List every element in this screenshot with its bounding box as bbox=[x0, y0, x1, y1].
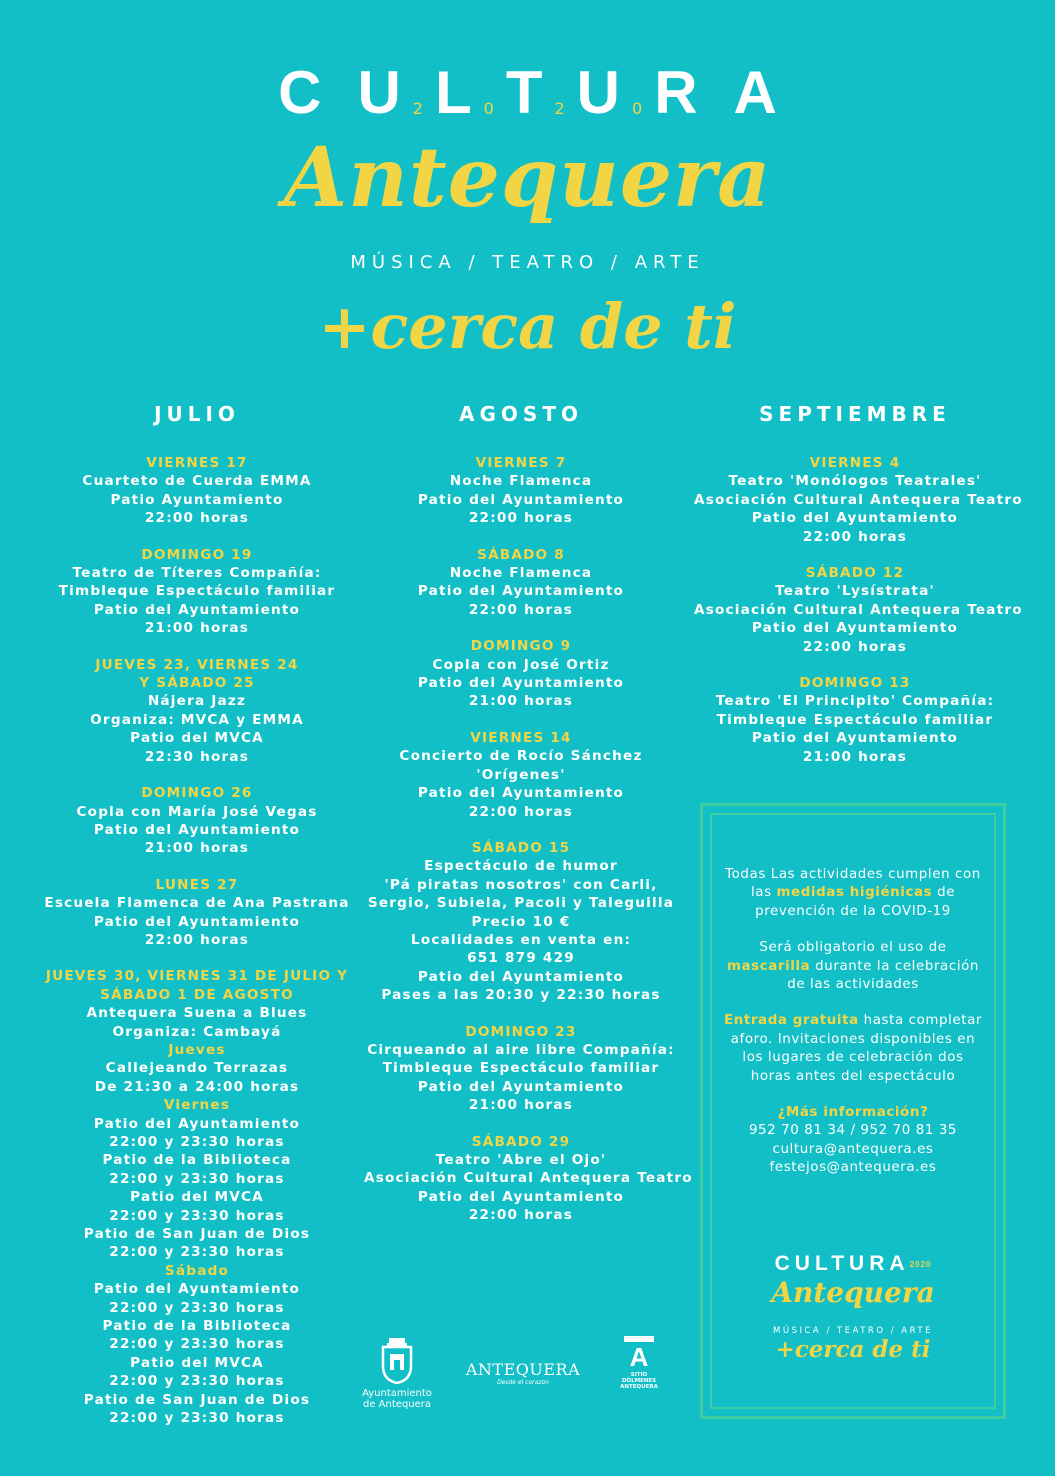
event-line: 22:00 horas bbox=[468, 803, 574, 820]
event-line: Patio del Ayuntamiento bbox=[417, 675, 625, 692]
ayuntamiento-label-2: de Antequera bbox=[362, 1399, 431, 1410]
antequera-brand-logo bbox=[458, 1360, 588, 1386]
event-line: Sergio, Subiela, Pacoli y Taleguilla bbox=[367, 895, 675, 912]
event-line: 22:00 horas bbox=[144, 510, 250, 527]
event-line: Pases a las 20:30 y 22:30 horas bbox=[381, 987, 661, 1004]
cultura-letter: A bbox=[733, 59, 777, 126]
event-line: Patio de San Juan de Dios bbox=[83, 1226, 311, 1243]
month-column-septiembre bbox=[694, 402, 1023, 784]
event-line: 22:00 y 23:30 horas bbox=[109, 1134, 285, 1150]
event-day: SÁBADO 8 bbox=[477, 546, 565, 563]
dolmenes-label-1: SITIO DÓLMENES bbox=[621, 1372, 657, 1384]
event-line: 22:30 horas bbox=[144, 748, 250, 765]
entry-notice bbox=[720, 1012, 986, 1086]
dolmenes-label-2: ANTEQUERA bbox=[620, 1384, 658, 1390]
event-line: Cirqueando al aire libre Compañía: bbox=[367, 1041, 675, 1058]
event-line: Callejeando Terrazas bbox=[105, 1060, 289, 1077]
event-line: Patio de la Biblioteca bbox=[102, 1318, 292, 1335]
event-line: Patio del Ayuntamiento bbox=[417, 1188, 625, 1205]
event-line: Patio del MVCA bbox=[130, 730, 264, 747]
event-line: Teatro 'Abre el Ojo' bbox=[435, 1152, 607, 1168]
event-line: 22:00 y 23:30 horas bbox=[109, 1410, 285, 1427]
event-line: Patio del Ayuntamiento bbox=[751, 730, 959, 747]
event-line: De 21:30 a 24:00 horas bbox=[94, 1078, 300, 1095]
event-item bbox=[42, 784, 352, 858]
event-line: Teatro 'Lysístrata' bbox=[775, 583, 935, 600]
event-line: Patio del Ayuntamiento bbox=[93, 913, 301, 930]
cultura-letter: T bbox=[505, 59, 543, 126]
event-line: Patio del Ayuntamiento bbox=[751, 620, 959, 637]
event-line: 22:00 y 23:30 horas bbox=[109, 1336, 285, 1353]
event-line: Escuela Flamenca de Ana Pastrana bbox=[44, 895, 350, 912]
hygiene-text-a: Todas Las actividades cumplen con las bbox=[725, 867, 981, 901]
event-line: Patio del MVCA bbox=[130, 1354, 264, 1371]
year-digit: 0 bbox=[632, 99, 643, 118]
event-line: Antequera Suena a Blues bbox=[86, 1005, 308, 1022]
event-line: 22:00 y 23:30 horas bbox=[109, 1299, 285, 1316]
event-item bbox=[694, 454, 1023, 546]
event-subheading: Jueves bbox=[168, 1041, 226, 1058]
event-day: LUNES 27 bbox=[155, 876, 239, 893]
event-line: 21:00 horas bbox=[144, 620, 250, 637]
event-line: 22:00 horas bbox=[802, 528, 908, 545]
event-line: Patio del Ayuntamiento bbox=[93, 1281, 301, 1298]
event-line: Teatro de Títeres Compañía: bbox=[72, 565, 322, 582]
email-festejos[interactable]: festejos@antequera.es bbox=[769, 1160, 937, 1176]
event-item bbox=[364, 839, 678, 1005]
mini-logo-slogan: +cerca de ti bbox=[775, 1336, 931, 1363]
mini-year: 2020 bbox=[909, 1259, 932, 1269]
event-line: Patio del Ayuntamiento bbox=[93, 601, 301, 618]
cultura-letter: U bbox=[357, 59, 401, 126]
event-item bbox=[364, 546, 678, 620]
event-line: Patio del Ayuntamiento bbox=[417, 583, 625, 600]
coat-of-arms-icon bbox=[380, 1338, 414, 1384]
event-line: Copla con José Ortiz bbox=[432, 656, 610, 673]
event-item bbox=[694, 674, 1016, 766]
event-day: SÁBADO 12 bbox=[805, 565, 905, 582]
event-line: 21:00 horas bbox=[802, 748, 908, 765]
info-text bbox=[720, 866, 986, 1178]
event-line: Teatro 'El Principito' Compañía: bbox=[715, 693, 995, 710]
poster-header bbox=[0, 0, 1055, 380]
mini-logo-cultura bbox=[720, 1252, 986, 1276]
event-line: Asociación Cultural Antequera Teatro bbox=[694, 601, 1023, 618]
event-line: Patio del Ayuntamiento bbox=[751, 510, 959, 527]
mask-highlight: mascarilla bbox=[726, 958, 811, 974]
event-line: 21:00 horas bbox=[468, 693, 574, 710]
mask-notice bbox=[720, 939, 986, 994]
event-item bbox=[364, 1133, 693, 1225]
month-heading: JULIO bbox=[154, 402, 240, 426]
event-line: Patio del Ayuntamiento bbox=[93, 821, 301, 838]
event-line: Patio del Ayuntamiento bbox=[417, 968, 625, 985]
phone-numbers: 952 70 81 34 / 952 70 81 35 bbox=[748, 1123, 958, 1139]
event-line: Organiza: MVCA y EMMA bbox=[90, 711, 304, 728]
dolmenes-logo bbox=[616, 1336, 662, 1390]
more-info-title: ¿Más información? bbox=[777, 1105, 929, 1121]
event-item bbox=[364, 729, 678, 821]
event-line: Teatro 'Monólogos Teatrales' bbox=[728, 473, 982, 490]
event-line: Timbleque Espectáculo familiar bbox=[716, 711, 994, 728]
email-cultura[interactable]: cultura@antequera.es bbox=[772, 1141, 934, 1157]
event-item bbox=[694, 564, 1023, 656]
event-line: Patio de la Biblioteca bbox=[102, 1152, 292, 1169]
month-column-julio bbox=[42, 402, 352, 1446]
event-line: 21:00 horas bbox=[144, 840, 250, 857]
event-line: Patio del Ayuntamiento bbox=[417, 785, 625, 802]
event-day: DOMINGO 26 bbox=[141, 785, 253, 802]
event-day: VIERNES 17 bbox=[146, 455, 248, 471]
event-line: Patio de San Juan de Dios bbox=[83, 1391, 311, 1408]
event-line: 22:00 horas bbox=[468, 510, 574, 527]
event-line: Nájera Jazz bbox=[147, 693, 247, 710]
month-heading: AGOSTO bbox=[459, 402, 583, 426]
event-item bbox=[364, 1023, 678, 1115]
event-item bbox=[42, 546, 352, 638]
event-item bbox=[364, 454, 678, 528]
entry-highlight: Entrada gratuita bbox=[723, 1013, 859, 1029]
dolmen-icon bbox=[622, 1336, 656, 1368]
event-day: VIERNES 7 bbox=[475, 455, 567, 471]
mini-logo-tagline: MÚSICA / TEATRO / ARTE bbox=[773, 1326, 933, 1336]
event-day: VIERNES 14 bbox=[470, 729, 572, 746]
event-day: SÁBADO 29 bbox=[471, 1133, 571, 1150]
ayuntamiento-logo bbox=[352, 1338, 442, 1410]
event-line: 22:00 horas bbox=[468, 601, 574, 618]
cultura-letter: L bbox=[434, 59, 472, 126]
event-line: 22:00 horas bbox=[468, 1207, 574, 1224]
antequera-brand-text: ANTEQUERA bbox=[465, 1360, 581, 1379]
mini-logo-city: Antequera bbox=[771, 1276, 935, 1309]
event-line: 22:00 y 23:30 horas bbox=[109, 1170, 285, 1187]
mini-cultura-text: CULTURA bbox=[774, 1252, 910, 1275]
event-line: 22:00 y 23:30 horas bbox=[109, 1244, 285, 1261]
entry-text: hasta completar aforo. Invitaciones disponibles en los lugares de celebración dos horas antes del espectáculo bbox=[730, 1013, 983, 1084]
event-line: Organiza: Cambayá bbox=[112, 1023, 282, 1040]
event-item bbox=[42, 454, 352, 528]
event-line: Timbleque Espectáculo familiar bbox=[382, 1060, 660, 1077]
event-line: Timbleque Espectáculo familiar bbox=[58, 583, 336, 600]
event-line: 22:00 horas bbox=[802, 638, 908, 655]
event-line: 651 879 429 bbox=[467, 950, 575, 967]
event-subheading: Sábado bbox=[164, 1262, 230, 1279]
event-line: Patio del Ayuntamiento bbox=[93, 1115, 301, 1132]
event-item bbox=[42, 967, 352, 1427]
event-line: Patio del Ayuntamiento bbox=[417, 491, 625, 508]
year-digit: 2 bbox=[554, 99, 565, 118]
hygiene-highlight: medidas higiénicas bbox=[776, 885, 933, 901]
mask-text-b: durante la celebración de las actividades bbox=[787, 958, 980, 993]
event-item bbox=[42, 656, 352, 766]
cultura-letter: R bbox=[654, 59, 698, 126]
event-day: DOMINGO 9 bbox=[470, 638, 572, 655]
event-line: 'Orígenes' bbox=[476, 766, 566, 783]
cultura-title bbox=[0, 58, 1055, 127]
event-day: JUEVES 23, VIERNES 24 Y SÁBADO 25 bbox=[95, 656, 299, 692]
ayuntamiento-label-1: Ayuntamiento bbox=[362, 1388, 432, 1399]
event-item bbox=[364, 637, 678, 711]
event-line: Copla con María José Vegas bbox=[76, 803, 318, 820]
antequera-brand-sub: Desde el corazón bbox=[497, 1379, 549, 1386]
event-line: Precio 10 € bbox=[471, 913, 571, 930]
event-day: VIERNES 4 bbox=[809, 455, 901, 471]
event-day: SÁBADO 15 bbox=[471, 839, 571, 856]
hygiene-text-b: de prevención de la COVID-19 bbox=[755, 885, 956, 919]
event-line: Asociación Cultural Antequera Teatro bbox=[694, 491, 1023, 508]
cultura-letter: C bbox=[278, 59, 322, 126]
event-item bbox=[42, 876, 352, 950]
mask-text-a: Será obligatorio el uso de bbox=[759, 940, 947, 956]
city-script-title: Antequera bbox=[283, 130, 772, 226]
event-line: Patio Ayuntamiento bbox=[110, 491, 284, 508]
month-heading: SEPTIEMBRE bbox=[759, 402, 951, 426]
event-line: Asociación Cultural Antequera Teatro bbox=[364, 1170, 693, 1187]
year-digit: 2 bbox=[412, 99, 423, 118]
event-line: Cuarteto de Cuerda EMMA bbox=[82, 473, 312, 490]
event-line: Patio del Ayuntamiento bbox=[417, 1078, 625, 1095]
hygiene-notice bbox=[720, 866, 986, 921]
event-line: 'Pá piratas nosotros' con Carli, bbox=[384, 876, 658, 893]
event-line: Localidades en venta en: bbox=[410, 931, 632, 948]
year-digit: 0 bbox=[483, 99, 494, 118]
event-line: Noche Flamenca bbox=[449, 473, 593, 490]
event-subheading: Viernes bbox=[163, 1097, 231, 1114]
event-line: 22:00 y 23:30 horas bbox=[109, 1207, 285, 1224]
event-line: Espectáculo de humor bbox=[424, 858, 618, 875]
month-column-agosto bbox=[364, 402, 693, 1243]
dolmen-letter: A bbox=[629, 1342, 649, 1368]
event-line: Patio del MVCA bbox=[130, 1189, 264, 1206]
event-line: Concierto de Rocío Sánchez bbox=[399, 748, 643, 765]
event-day: DOMINGO 19 bbox=[141, 546, 253, 563]
event-day: JUEVES 30, VIERNES 31 DE JULIO Y SÁBADO 1 DE AGOSTO bbox=[45, 968, 349, 1003]
tagline: MÚSICA / TEATRO / ARTE bbox=[350, 252, 705, 273]
event-line: 22:00 horas bbox=[144, 931, 250, 948]
event-line: Noche Flamenca bbox=[449, 565, 593, 582]
event-day: DOMINGO 13 bbox=[799, 675, 911, 692]
event-line: 21:00 horas bbox=[468, 1097, 574, 1114]
event-day: DOMINGO 23 bbox=[465, 1023, 577, 1040]
cultura-letter: U bbox=[576, 59, 621, 126]
slogan: +cerca de ti bbox=[318, 290, 737, 363]
event-line: 22:00 y 23:30 horas bbox=[109, 1373, 285, 1390]
